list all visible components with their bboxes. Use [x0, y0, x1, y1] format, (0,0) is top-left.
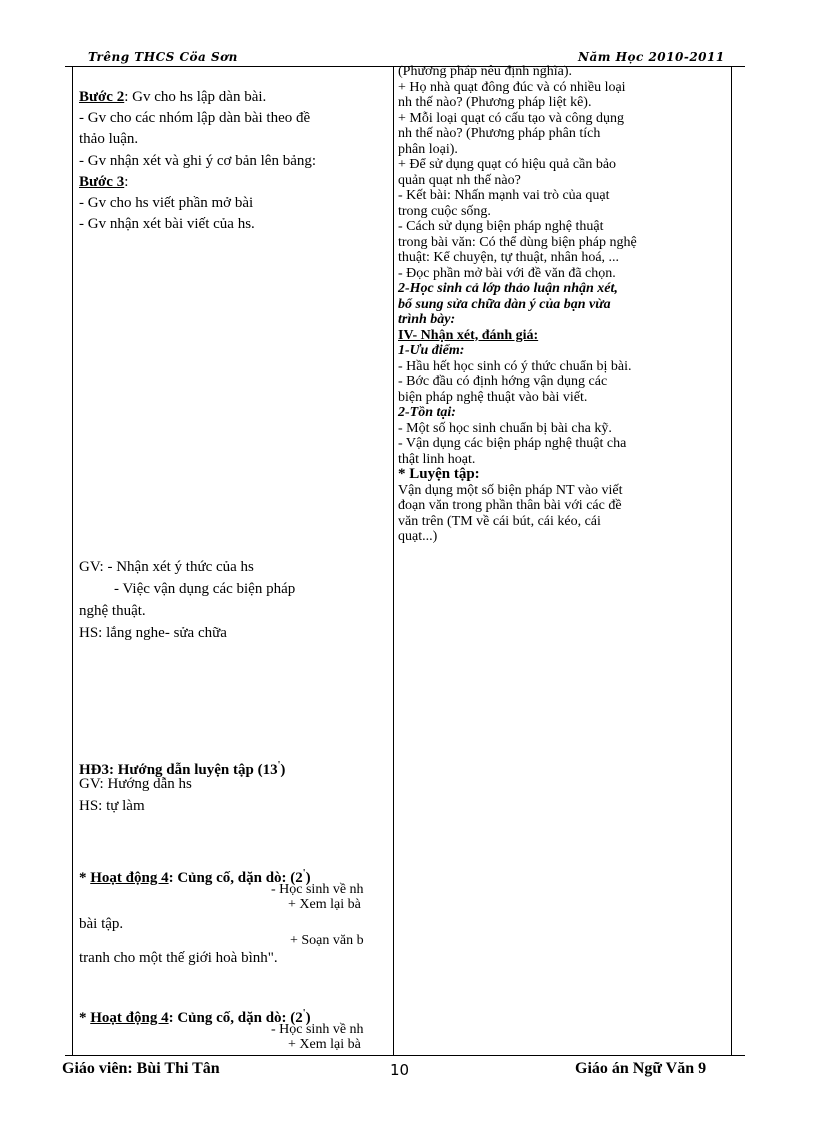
right-line: văn trên (TM về cái bút, cái kéo, cái [398, 513, 601, 529]
clipped-region-repeat [73, 1020, 393, 1055]
page-number: 10 [390, 1061, 410, 1079]
subsection-heading: 2-Tồn tại: [398, 405, 456, 420]
activity4-prime: ' [302, 1008, 306, 1019]
footer-teacher: Giáo viên: Bùi Thi Tân [62, 1060, 220, 1077]
activity4-star: * [79, 1010, 91, 1026]
right-line: trong bài văn: Có thể dùng biện pháp nghệ [398, 234, 637, 250]
hs-self: HS: tự làm [79, 798, 145, 814]
right-line: thật linh hoạt. [398, 451, 476, 467]
left-line: - Gv cho các nhóm lập dàn bài theo đề [79, 110, 311, 126]
footer-rule [65, 1055, 745, 1056]
right-line: quản quạt nh thế nào? [398, 172, 521, 188]
right-column [398, 64, 730, 545]
step3-colon: : [124, 174, 129, 190]
right-line: - Bớc đầu có định hớng vận dụng các [398, 374, 608, 389]
hd3-close: ) [280, 762, 286, 778]
footer-subject: Giáo án Ngữ Văn 9 [575, 1060, 707, 1077]
activity4-label: Hoạt động 4 [90, 870, 169, 886]
table-right-border [731, 66, 732, 1056]
subsection-heading: 1-Ưu điểm: [398, 343, 465, 358]
right-line: Vận dụng một số biện pháp NT vào viết [398, 482, 623, 498]
homework-line: bài tập. [79, 916, 124, 932]
right-line: - Hầu hết học sinh có ý thức chuẩn bị bài. [398, 358, 632, 374]
step3-line [79, 173, 128, 192]
homework-line: - Học sinh về nh [271, 1022, 364, 1037]
right-line: (Phương pháp nêu định nghĩa). [398, 64, 573, 79]
right-line: - Vận dụng các biện pháp nghệ thuật cha [398, 436, 627, 451]
hd3-prime: ' [277, 760, 281, 771]
activity4-star: * [79, 870, 91, 886]
hs-response: HS: lắng nghe- sửa chữa [79, 625, 227, 641]
activity4-rest: : Củng cố, dặn dò: (2 [168, 870, 303, 886]
header-year: Năm Học 2010-2011 [578, 50, 725, 64]
right-line: biện pháp nghệ thuật vào bài viết. [398, 389, 588, 405]
homework-line: - Học sinh về nh [271, 882, 364, 897]
activity4-rest: : Củng cố, dặn dò: (2 [168, 1010, 303, 1026]
right-line: thuật: Kể chuyện, tự thuật, nhân hoá, ... [398, 250, 620, 265]
right-line: + Họ nhà quạt đông đúc và có nhiều loại [398, 79, 626, 95]
hd3-text: HĐ3: Hướng dẫn luyện tập (13 [79, 762, 278, 778]
homework-line: + Xem lại bà [288, 1037, 361, 1052]
right-line: đoạn văn trong phần thân bài với các đề [398, 498, 622, 513]
right-line: - Đọc phần mở bài với đề văn đã chọn. [398, 265, 616, 281]
activity4-close: ) [305, 1010, 311, 1026]
section-heading: IV- Nhận xét, đánh giá: [398, 327, 539, 343]
right-line: phân loại). [398, 141, 458, 157]
right-line: trong cuộc sống. [398, 203, 491, 219]
gv-comment: - Việc vận dụng các biện pháp [114, 581, 296, 597]
activity4-close: ) [305, 870, 311, 886]
right-line: - Kết bài: Nhấn mạnh vai trò của quạt [398, 188, 610, 203]
header-school: Trêng THCS Cöa Sơn [88, 50, 238, 64]
right-line-emphasis: 2-Học sinh cả lớp thảo luận nhận xét, [398, 281, 618, 296]
activity4-prime: ' [302, 868, 306, 879]
table-column-divider [393, 66, 394, 1056]
left-line: - Gv nhận xét và ghi ý cơ bản lên bảng: [79, 153, 317, 169]
right-line-emphasis: trình bày: [398, 312, 456, 327]
right-line: nh thế nào? (Phương pháp liệt kê). [398, 95, 592, 110]
activity4-label: Hoạt động 4 [90, 1010, 169, 1026]
right-line: + Để sử dụng quạt có hiệu quả cần bảo [398, 157, 617, 172]
gv-guide: GV: Hướng dẫn hs [79, 776, 192, 792]
homework-line: tranh cho một thế giới hoà bình". [79, 950, 278, 966]
left-line: - Gv nhận xét bài viết của hs. [79, 216, 255, 232]
right-line: - Một số học sinh chuẩn bị bài cha kỹ. [398, 420, 612, 436]
step2-label: Bước 2 [79, 89, 125, 105]
homework-line: + Soạn văn b [290, 933, 364, 948]
gv-comment: nghệ thuật. [79, 603, 146, 619]
right-line: nh thế nào? (Phương pháp phân tích [398, 126, 601, 141]
right-line-emphasis: bổ sung sửa chữa dàn ý của bạn vừa [398, 296, 611, 312]
right-line: + Mỗi loại quạt có cấu tạo và công dụng [398, 110, 625, 126]
left-line: thảo luận. [79, 131, 139, 147]
right-line: quạt...) [398, 529, 438, 544]
practice-heading: * Luyện tập: [398, 466, 480, 482]
step2-line [79, 88, 266, 107]
step2-text: : Gv cho hs lập dàn bài. [124, 89, 267, 105]
right-line: - Cách sử dụng biện pháp nghệ thuật [398, 219, 604, 234]
left-line: - Gv cho hs viết phần mở bài [79, 195, 254, 211]
homework-line: + Xem lại bà [288, 897, 361, 912]
gv-comment: GV: - Nhận xét ý thức của hs [79, 559, 254, 575]
step3-label: Bước 3 [79, 174, 125, 190]
